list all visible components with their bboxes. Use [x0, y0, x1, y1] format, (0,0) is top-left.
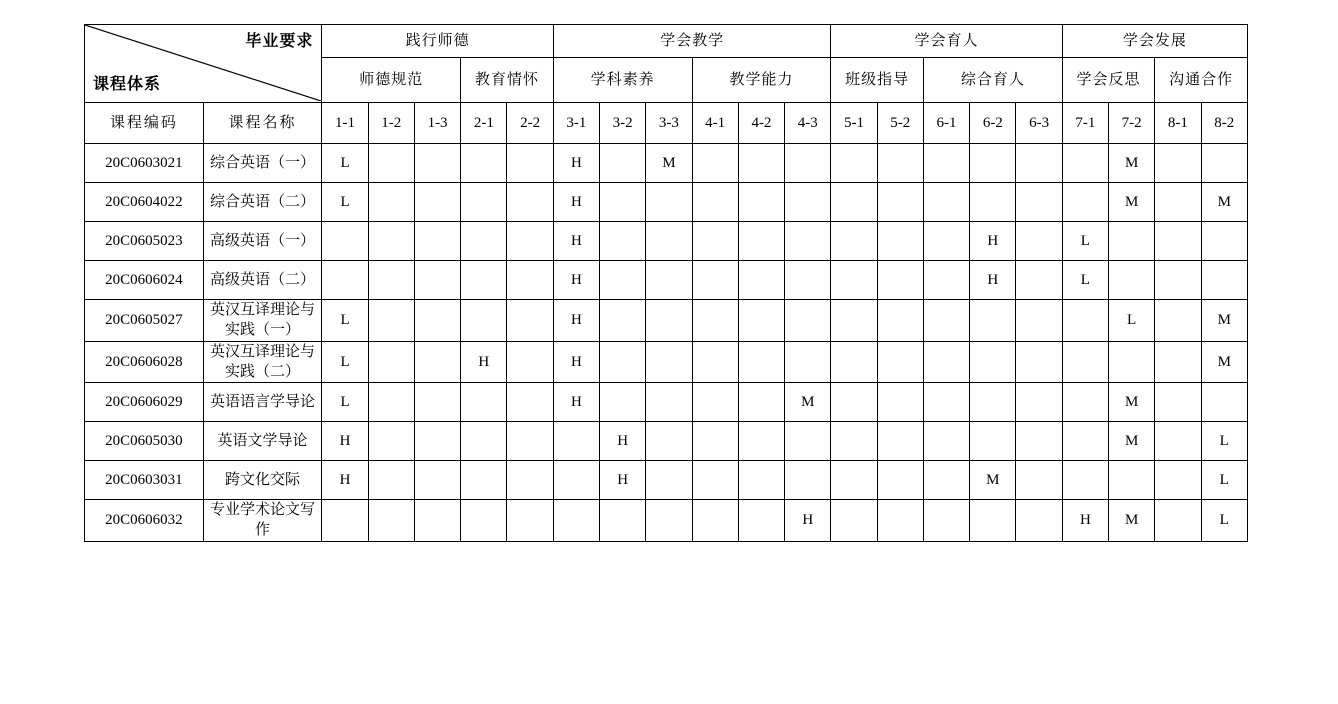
matrix-cell [1016, 461, 1062, 500]
matrix-cell: L [322, 183, 368, 222]
matrix-cell [322, 500, 368, 542]
table-row [85, 461, 1248, 500]
course-name: 英语文学导论 [203, 422, 322, 461]
matrix-cell [831, 300, 877, 342]
matrix-cell [368, 383, 414, 422]
matrix-cell [692, 461, 738, 500]
subgroup-header-1: 师德规范 [322, 58, 461, 103]
matrix-cell [507, 500, 553, 542]
matrix-cell [785, 461, 831, 500]
column-index-row [85, 103, 1248, 144]
matrix-cell: M [1109, 500, 1155, 542]
matrix-cell [1016, 300, 1062, 342]
matrix-cell [461, 144, 507, 183]
column-index-13: 6-1 [923, 103, 969, 144]
corner-diagonal-cell [85, 25, 322, 103]
course-name: 英汉互译理论与实践（二） [203, 341, 322, 383]
matrix-cell [461, 222, 507, 261]
matrix-cell: H [785, 500, 831, 542]
subgroup-header-6: 综合育人 [923, 58, 1062, 103]
matrix-cell [1155, 261, 1201, 300]
matrix-cell [692, 383, 738, 422]
column-index-8: 4-1 [692, 103, 738, 144]
matrix-cell [1016, 422, 1062, 461]
matrix-cell: M [1201, 341, 1247, 383]
matrix-cell [507, 461, 553, 500]
matrix-cell [600, 144, 646, 183]
table-row [85, 500, 1248, 542]
matrix-cell [692, 341, 738, 383]
matrix-cell [461, 383, 507, 422]
matrix-cell [1062, 341, 1108, 383]
matrix-cell: L [1201, 500, 1247, 542]
matrix-cell [738, 383, 784, 422]
matrix-cell [831, 500, 877, 542]
matrix-cell [831, 222, 877, 261]
matrix-cell: M [1109, 383, 1155, 422]
matrix-cell: L [1109, 300, 1155, 342]
matrix-cell [692, 144, 738, 183]
matrix-cell [738, 144, 784, 183]
matrix-cell [877, 383, 923, 422]
matrix-cell [692, 300, 738, 342]
matrix-cell: H [322, 422, 368, 461]
table-row [85, 422, 1248, 461]
matrix-cell [368, 183, 414, 222]
matrix-cell [1155, 144, 1201, 183]
matrix-cell [738, 222, 784, 261]
matrix-cell [507, 144, 553, 183]
matrix-cell [1155, 461, 1201, 500]
matrix-cell [414, 261, 460, 300]
table-row [85, 144, 1248, 183]
column-index-9: 4-2 [738, 103, 784, 144]
matrix-cell [831, 422, 877, 461]
matrix-cell [461, 461, 507, 500]
course-matrix-sheet [84, 24, 1248, 542]
matrix-cell [600, 341, 646, 383]
matrix-cell [1109, 222, 1155, 261]
column-index-1: 1-2 [368, 103, 414, 144]
course-name: 英语语言学导论 [203, 383, 322, 422]
matrix-cell [923, 144, 969, 183]
matrix-cell: L [1062, 222, 1108, 261]
column-index-19: 8-2 [1201, 103, 1247, 144]
matrix-cell [1062, 183, 1108, 222]
matrix-cell [923, 222, 969, 261]
subgroup-header-2: 教育情怀 [461, 58, 554, 103]
matrix-cell [1062, 300, 1108, 342]
table-row [85, 222, 1248, 261]
matrix-head [85, 25, 1248, 144]
course-name: 跨文化交际 [203, 461, 322, 500]
matrix-cell: L [1201, 422, 1247, 461]
matrix-cell [368, 144, 414, 183]
matrix-cell [553, 422, 599, 461]
matrix-cell [461, 500, 507, 542]
matrix-cell [322, 222, 368, 261]
column-index-0: 1-1 [322, 103, 368, 144]
matrix-cell [507, 183, 553, 222]
matrix-cell [1155, 422, 1201, 461]
matrix-cell [785, 341, 831, 383]
matrix-cell [877, 500, 923, 542]
matrix-cell [923, 422, 969, 461]
matrix-cell: M [1201, 300, 1247, 342]
matrix-cell [1016, 341, 1062, 383]
matrix-cell [923, 183, 969, 222]
matrix-cell [1201, 383, 1247, 422]
matrix-cell [831, 461, 877, 500]
group-header-2: 学会教学 [553, 25, 831, 58]
matrix-cell [1201, 144, 1247, 183]
matrix-cell [923, 300, 969, 342]
matrix-cell [646, 183, 692, 222]
matrix-cell: L [1201, 461, 1247, 500]
matrix-cell [461, 261, 507, 300]
table-row [85, 261, 1248, 300]
matrix-cell [692, 500, 738, 542]
course-code: 20C0605023 [85, 222, 204, 261]
matrix-cell [785, 261, 831, 300]
course-name: 高级英语（二） [203, 261, 322, 300]
course-name: 英汉互译理论与实践（一） [203, 300, 322, 342]
matrix-cell [1155, 183, 1201, 222]
matrix-cell [1062, 422, 1108, 461]
matrix-cell [970, 341, 1016, 383]
matrix-cell: L [1062, 261, 1108, 300]
matrix-cell [414, 144, 460, 183]
matrix-cell [600, 300, 646, 342]
matrix-cell: H [1062, 500, 1108, 542]
column-index-4: 2-2 [507, 103, 553, 144]
matrix-cell: L [322, 383, 368, 422]
matrix-cell [368, 261, 414, 300]
matrix-cell [368, 341, 414, 383]
column-index-3: 2-1 [461, 103, 507, 144]
matrix-cell: H [600, 461, 646, 500]
matrix-cell [646, 222, 692, 261]
corner-bottom-label: 课程体系 [93, 76, 162, 94]
matrix-cell [368, 461, 414, 500]
matrix-cell: H [553, 144, 599, 183]
matrix-cell [368, 422, 414, 461]
matrix-cell: H [553, 383, 599, 422]
matrix-cell [646, 383, 692, 422]
course-code: 20C0603021 [85, 144, 204, 183]
column-index-10: 4-3 [785, 103, 831, 144]
course-code: 20C0606032 [85, 500, 204, 542]
matrix-cell [970, 422, 1016, 461]
matrix-cell [970, 383, 1016, 422]
matrix-cell [923, 500, 969, 542]
matrix-cell [1062, 461, 1108, 500]
matrix-cell: M [1109, 183, 1155, 222]
column-header-name: 课程名称 [203, 103, 322, 144]
matrix-cell [738, 422, 784, 461]
matrix-cell [414, 383, 460, 422]
subgroup-header-7: 学会反思 [1062, 58, 1155, 103]
group-header-1: 践行师德 [322, 25, 553, 58]
matrix-cell [738, 341, 784, 383]
matrix-cell [600, 383, 646, 422]
matrix-cell [1016, 222, 1062, 261]
matrix-cell [461, 183, 507, 222]
matrix-cell [507, 422, 553, 461]
matrix-cell [692, 422, 738, 461]
matrix-cell [970, 300, 1016, 342]
matrix-cell [600, 183, 646, 222]
matrix-cell: H [553, 222, 599, 261]
matrix-cell [831, 383, 877, 422]
matrix-cell [831, 144, 877, 183]
matrix-cell [368, 222, 414, 261]
matrix-cell [1016, 144, 1062, 183]
subgroup-header-5: 班级指导 [831, 58, 924, 103]
course-code: 20C0603031 [85, 461, 204, 500]
group-header-row [85, 25, 1248, 58]
matrix-cell [322, 261, 368, 300]
matrix-cell [553, 461, 599, 500]
matrix-cell [923, 341, 969, 383]
matrix-cell [368, 500, 414, 542]
matrix-cell [785, 222, 831, 261]
group-header-3: 学会育人 [831, 25, 1062, 58]
column-index-18: 8-1 [1155, 103, 1201, 144]
table-row [85, 300, 1248, 342]
matrix-cell [414, 300, 460, 342]
matrix-cell [1016, 261, 1062, 300]
column-index-11: 5-1 [831, 103, 877, 144]
matrix-cell [1155, 383, 1201, 422]
matrix-cell [1016, 500, 1062, 542]
matrix-cell [461, 300, 507, 342]
matrix-cell [1016, 383, 1062, 422]
matrix-cell [1109, 461, 1155, 500]
matrix-cell [600, 261, 646, 300]
matrix-cell [646, 341, 692, 383]
matrix-cell: M [646, 144, 692, 183]
matrix-cell [970, 500, 1016, 542]
table-row [85, 183, 1248, 222]
matrix-cell: H [553, 261, 599, 300]
matrix-cell [692, 183, 738, 222]
matrix-cell [600, 222, 646, 261]
matrix-cell [1016, 183, 1062, 222]
matrix-cell [738, 183, 784, 222]
matrix-cell [1062, 383, 1108, 422]
matrix-cell [553, 500, 599, 542]
matrix-cell [970, 183, 1016, 222]
matrix-cell [877, 461, 923, 500]
matrix-cell [970, 144, 1016, 183]
matrix-cell [877, 144, 923, 183]
course-code: 20C0604022 [85, 183, 204, 222]
column-header-code: 课程编码 [85, 103, 204, 144]
column-index-12: 5-2 [877, 103, 923, 144]
course-name: 综合英语（二） [203, 183, 322, 222]
matrix-cell [414, 222, 460, 261]
matrix-body [85, 144, 1248, 542]
matrix-cell [785, 422, 831, 461]
course-code: 20C0605027 [85, 300, 204, 342]
matrix-cell: M [1109, 144, 1155, 183]
matrix-cell [507, 261, 553, 300]
matrix-cell [1109, 341, 1155, 383]
matrix-cell [507, 383, 553, 422]
matrix-cell [507, 341, 553, 383]
matrix-cell [1109, 261, 1155, 300]
matrix-cell [785, 183, 831, 222]
matrix-cell [1201, 261, 1247, 300]
matrix-cell: H [461, 341, 507, 383]
course-name: 专业学术论文写作 [203, 500, 322, 542]
matrix-cell [738, 300, 784, 342]
matrix-cell [1155, 500, 1201, 542]
matrix-cell [877, 183, 923, 222]
matrix-cell [646, 500, 692, 542]
matrix-cell [414, 422, 460, 461]
matrix-cell [738, 461, 784, 500]
matrix-cell: H [553, 183, 599, 222]
subgroup-header-8: 沟通合作 [1155, 58, 1248, 103]
matrix-cell [738, 261, 784, 300]
course-name: 高级英语（一） [203, 222, 322, 261]
course-code: 20C0606024 [85, 261, 204, 300]
matrix-cell: H [970, 222, 1016, 261]
matrix-cell [507, 300, 553, 342]
matrix-cell [692, 261, 738, 300]
matrix-cell [692, 222, 738, 261]
matrix-cell: M [1109, 422, 1155, 461]
matrix-cell: H [322, 461, 368, 500]
table-row [85, 383, 1248, 422]
matrix-cell [831, 341, 877, 383]
matrix-cell: L [322, 144, 368, 183]
column-index-14: 6-2 [970, 103, 1016, 144]
matrix-cell: M [1201, 183, 1247, 222]
matrix-cell [414, 183, 460, 222]
matrix-cell [368, 300, 414, 342]
matrix-cell [461, 422, 507, 461]
matrix-cell: H [553, 341, 599, 383]
matrix-cell [831, 261, 877, 300]
corner-top-label: 毕业要求 [245, 33, 314, 50]
matrix-cell [646, 300, 692, 342]
graduation-requirement-matrix [84, 24, 1248, 542]
column-index-5: 3-1 [553, 103, 599, 144]
matrix-cell: M [970, 461, 1016, 500]
column-index-6: 3-2 [600, 103, 646, 144]
matrix-cell [1062, 144, 1108, 183]
matrix-cell [507, 222, 553, 261]
matrix-cell: H [970, 261, 1016, 300]
matrix-cell: H [553, 300, 599, 342]
table-row [85, 341, 1248, 383]
course-code: 20C0605030 [85, 422, 204, 461]
matrix-cell [738, 500, 784, 542]
course-name: 综合英语（一） [203, 144, 322, 183]
matrix-cell [646, 261, 692, 300]
matrix-cell [877, 422, 923, 461]
column-index-2: 1-3 [414, 103, 460, 144]
group-header-4: 学会发展 [1062, 25, 1247, 58]
column-index-7: 3-3 [646, 103, 692, 144]
matrix-cell [877, 261, 923, 300]
matrix-cell [877, 341, 923, 383]
matrix-cell: L [322, 341, 368, 383]
matrix-cell: M [785, 383, 831, 422]
matrix-cell [785, 144, 831, 183]
matrix-cell [646, 461, 692, 500]
subgroup-header-4: 教学能力 [692, 58, 831, 103]
matrix-cell [414, 461, 460, 500]
matrix-cell [923, 461, 969, 500]
matrix-cell: L [322, 300, 368, 342]
matrix-cell [877, 300, 923, 342]
course-code: 20C0606028 [85, 341, 204, 383]
matrix-cell [831, 183, 877, 222]
matrix-cell [1155, 222, 1201, 261]
matrix-cell [1155, 300, 1201, 342]
matrix-cell [414, 500, 460, 542]
matrix-cell [1155, 341, 1201, 383]
matrix-cell: H [600, 422, 646, 461]
matrix-cell [923, 261, 969, 300]
column-index-15: 6-3 [1016, 103, 1062, 144]
matrix-cell [1201, 222, 1247, 261]
matrix-cell [785, 300, 831, 342]
course-code: 20C0606029 [85, 383, 204, 422]
matrix-cell [877, 222, 923, 261]
matrix-cell [600, 500, 646, 542]
column-index-17: 7-2 [1109, 103, 1155, 144]
matrix-cell [923, 383, 969, 422]
subgroup-header-3: 学科素养 [553, 58, 692, 103]
matrix-cell [646, 422, 692, 461]
column-index-16: 7-1 [1062, 103, 1108, 144]
matrix-cell [414, 341, 460, 383]
